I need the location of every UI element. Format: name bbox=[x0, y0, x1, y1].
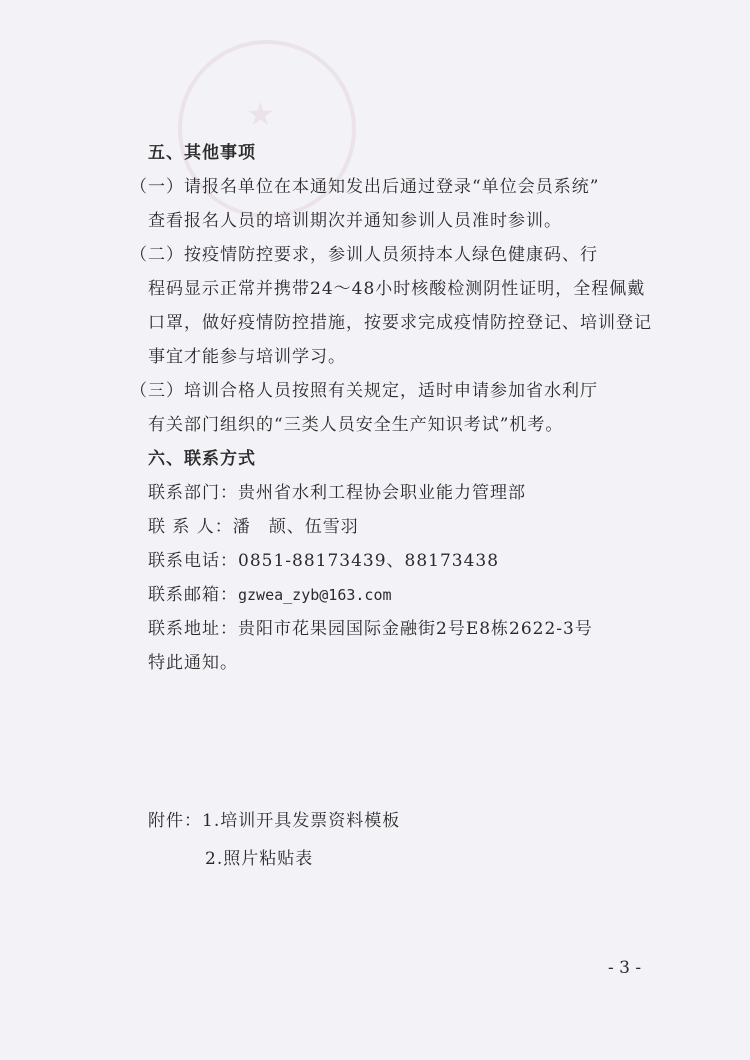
contact-address: 联系地址：贵阳市花果园国际金融街2号E8栋2622-3号 bbox=[148, 619, 593, 639]
paragraph-1-line-2: 查看报名人员的培训期次并通知参训人员准时参训。 bbox=[148, 211, 562, 231]
paragraph-2-line-1: （二）按疫情防控要求，参训人员须持本人绿色健康码、行 bbox=[130, 245, 598, 265]
paragraph-2-line-3: 口罩，做好疫情防控措施，按要求完成疫情防控登记、培训登记 bbox=[148, 313, 652, 333]
contact-email-value: gzwea_zyb@163.com bbox=[238, 586, 392, 604]
contact-email-label: 联系邮箱： bbox=[148, 585, 238, 605]
paragraph-2-line-2: 程码显示正常并携带24～48小时核酸检测阴性证明，全程佩戴 bbox=[148, 279, 646, 299]
contact-department: 联系部门：贵州省水利工程协会职业能力管理部 bbox=[148, 483, 526, 503]
closing-line: 特此通知。 bbox=[148, 653, 238, 673]
attachment-1: 附件：1.培训开具发票资料模板 bbox=[148, 811, 401, 831]
section-six-heading: 六、联系方式 bbox=[148, 449, 256, 469]
attachment-2: 2.照片粘贴表 bbox=[205, 849, 314, 869]
contact-email-row bbox=[148, 580, 392, 605]
contact-person: 联 系 人：潘 颉、伍雪羽 bbox=[148, 517, 359, 537]
contact-phone: 联系电话：0851-88173439、88173438 bbox=[148, 551, 500, 571]
paragraph-3-line-2: 有关部门组织的“三类人员安全生产知识考试”机考。 bbox=[148, 415, 564, 435]
seal-star-icon: ★ bbox=[246, 95, 275, 133]
paragraph-3-line-1: （三）培训合格人员按照有关规定，适时申请参加省水利厅 bbox=[130, 381, 598, 401]
page-number: - 3 - bbox=[608, 958, 642, 978]
paragraph-1-line-1: （一）请报名单位在本通知发出后通过登录“单位会员系统” bbox=[130, 177, 600, 197]
section-five-heading: 五、其他事项 bbox=[148, 143, 256, 163]
paragraph-2-line-4: 事宜才能参与培训学习。 bbox=[148, 347, 346, 367]
